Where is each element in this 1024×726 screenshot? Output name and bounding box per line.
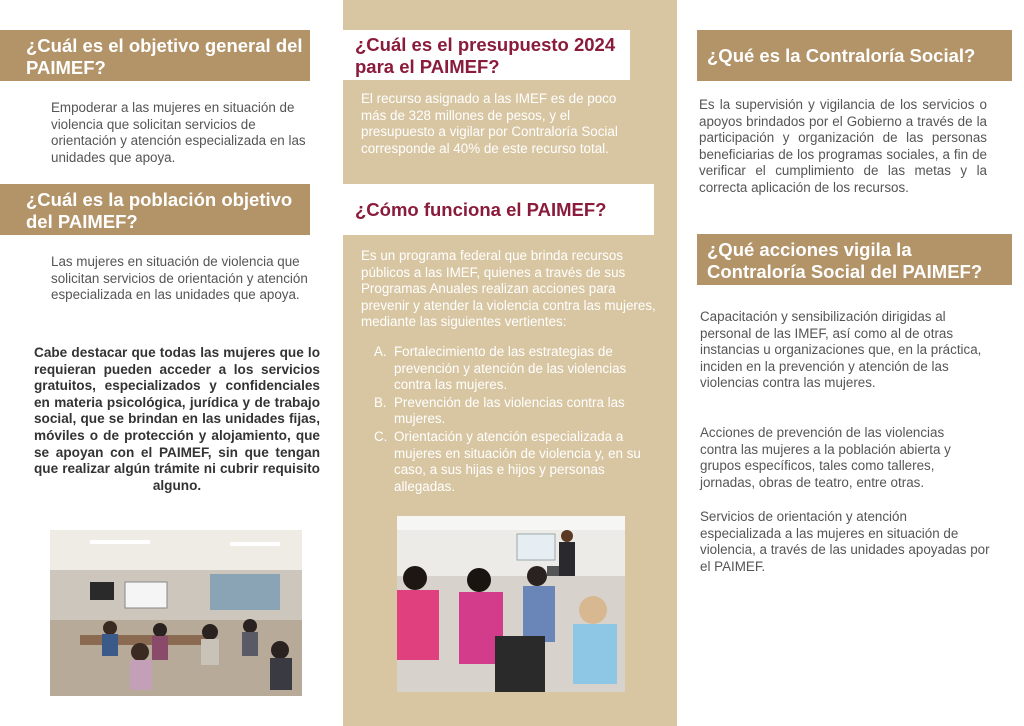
list-text: Prevención de las violencias contra las mujeres. [394,394,625,427]
funciona-text: Es un programa federal que brinda recursos públicos a las IMEF, quienes a través de sus Programas Anuales realizan acciones para prevenir y atender la violencia contra las mujeres, mediante las siguientes vertientes: [361,248,656,330]
accion-prevencion: Acciones de prevención de las violencias contra las mujeres a la población abierta y grupos específicos, tales como talleres, jornadas, obras de teatro, entre otras. [700,425,951,490]
poblacion-text: Las mujeres en situación de violencia que solicitan servicios de orientación y atención especializada en las unidades que apoya. [51,254,308,303]
list-item [374,395,654,428]
presupuesto-heading: ¿Cuál es el presupuesto 2024 para el PAIMEF? [343,30,630,80]
contraloria-heading: ¿Qué es la Contraloría Social? [697,30,1012,81]
objetivo-text: Empoderar a las mujeres en situación de violencia que solicitan servicios de orientación y atención especializada en las unidades que apoya. [51,100,306,165]
accion-servicios: Servicios de orientación y atención especializada a las mujeres en situación de violencia, a través de las unidades apoyadas por el PAIMEF. [700,509,990,574]
funciona-heading: ¿Cómo funciona el PAIMEF? [343,184,654,235]
list-item [374,344,654,394]
presupuesto-text: El recurso asignado a las IMEF es de poco más de 328 millones de pesos, y el presupuesto a vigilar por Contraloría Social corresponde al 40% de este recurso total. [361,91,618,156]
contraloria-text: Es la supervisión y vigilancia de los servicios o apoyos brindados por el Gobierno a través de la participación y organización de las personas beneficiarias de los programas sociales, a fin de verificar el cumplimiento de las metas y la correcta aplicación de los recursos. [699,97,987,195]
acciones-heading: ¿Qué acciones vigila la Contraloría Social del PAIMEF? [697,234,1012,285]
accion-capacitacion: Capacitación y sensibilización dirigidas al personal de las IMEF, así como al de otras instancias u organizaciones que, en la práctica, inciden en la prevención y atención de las violencias contra las mujeres. [700,309,982,391]
list-letter: B. [374,394,387,410]
right-panel [677,0,1024,726]
left-panel [0,0,343,726]
vertientes-list [374,344,654,496]
list-letter: A. [374,344,387,359]
servicios-note: Cabe destacar que todas las mujeres que lo requieran pueden acceder a los servicios gratuitos, especializados y confidenciales en materia psicológica, jurídica y de trabajo social, que se brindan en las unidades fijas, móviles o de protección y alojamiento, que se apoyan con el PAIMEF, sin que tengan que realizar algún trámite ni cubrir requisito alguno. [34,345,320,493]
list-letter: C. [374,428,388,444]
list-text: Orientación y atención especializada a mujeres en situación de violencia y, en su caso, a sus hijas e hijos y personas allegadas. [394,428,641,494]
classroom-photo [397,516,625,692]
poblacion-heading: ¿Cuál es la población objetivo del PAIMEF? [0,184,310,235]
list-text: Fortalecimiento de las estrategias de prevención y atención de las violencias contra las mujeres. [394,344,627,393]
list-item [374,429,654,495]
workshop-photo [50,530,302,696]
objetivo-heading: ¿Cuál es el objetivo general del PAIMEF? [0,30,310,81]
